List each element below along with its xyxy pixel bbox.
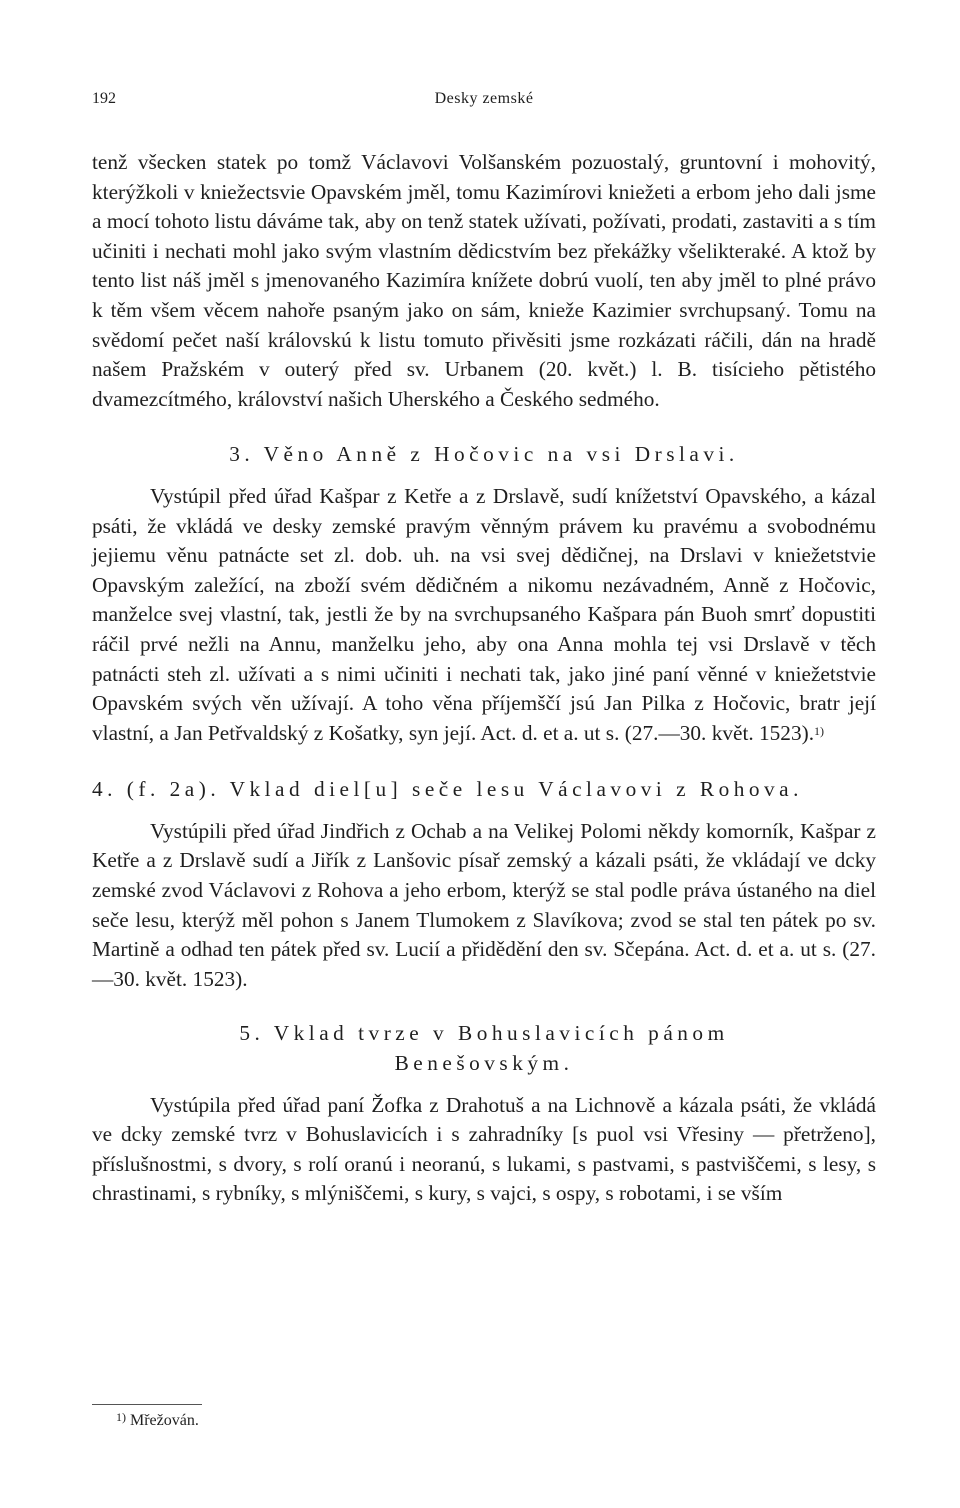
section-3-heading: 3. Věno Anně z Hočovic na vsi Drslavi. — [229, 442, 739, 467]
footnote-mark: 1) — [116, 1410, 126, 1424]
page-body — [92, 148, 876, 1209]
paragraph-continuation: tenž všecken statek po tomž Václavovi Volšanském pozuostalý, gruntovní i mohovitý, kterýžkoli v kniežectsvie Opavském jměl, tomu Kazimírovi kniežeti a erbom jeho dali jsme a mocí tohoto listu dáváme tak, aby on tenž statek užívati, požívati, prodati, zastaviti a s tím učiniti i nechati mohl jako svým vlastním dědicstvím bez překážky všelikteraké. A ktož by tento list náš jměl s jmenovaného Kazimíra knížete dobrú vuolí, ten aby jměl to plné právo k těm všem věcem nahoře psaným jako on sám, knieže Kazimier svrchupsaný. Tomu na svědomí pečet naší královskú k listu tomuto přivěsiti jsme rozkázati ráčili, dán na hradě našem Pražském v outerý před sv. Urbanem (20. květ.) l. B. tisícieho pětistého dvamezcítmého, království našich Uherského a Českého sedmého. — [92, 150, 876, 411]
footnote-text: Mřežován. — [130, 1412, 199, 1429]
page-header — [92, 90, 876, 114]
footnote — [116, 1412, 199, 1430]
footnote-reference: 1) — [814, 723, 825, 738]
section-5-heading — [92, 1019, 876, 1078]
section-4-text: Vystúpili před úřad Jindřich z Ochab a na Velikej Polomi někdy komorník, Kašpar z Ketře a z Drslavě sudí a Jiřík z Lanšovic písař zemský a kázali psáti, že vkládají ve dcky zemské zvod Václavovi z Rohova a jeho erbom, kterýž se stal podle práva ústaného na diel seče lesu, kterýž měl pohon s Janem Tlumokem z Slavíkova; zvod se stal ten pátek po sv. Martině a odhad ten pátek před sv. Lucií a přidědění den sv. Sčepána. Act. d. et a. ut s. (27.—30. květ. 1523). — [92, 818, 876, 991]
section-5-heading-line-2: Benešovským. — [394, 1051, 574, 1076]
section-5-text: Vystúpila před úřad paní Žofka z Drahotuš a na Lichnově a kázala psáti, že vkládá ve dcky zemské tvrz v Bohuslavicích i s zahradníky [s puol vsi Vřesiny — přetrženo], příslušnostmi, s dvory, s rolí oranú i neoranú, s lukami, s pastvami, s pastviščemi, s lesy, s chrastinami, s rybníky, s mlýniščemi, s kury, s vajci, s ospy, s robotami, i se vším — [92, 1092, 876, 1206]
page-number: 192 — [92, 90, 116, 107]
section-4-heading — [92, 775, 876, 805]
section-3-text — [92, 482, 876, 748]
section-5-heading-line-1: 5. Vklad tvrze v Bohuslavicích pánom — [239, 1021, 729, 1046]
running-head: Desky zemské — [434, 90, 534, 107]
section-3-body: Vystúpil před úřad Kašpar z Ketře a z Drslavě, sudí knížetství Opavského, a kázal psáti, že vkládá ve desky zemské pravým věnným právem ku pravému a svobodnému jejiemu věnu patnácte set zl. dob. uh. na vsi svej dědičnej, na Drslavi v kniežetstvie Opavským zaležící, na zboží svém dědičném a nikomu nezávadném, Anně z Hočovic, manželce svej vlastní, tak, jestli že by na svrchupsaného Kašpara pán Buoh smrť dopustiti ráčil prvé nežli na Annu, manželku jeho, aby ona Anna mohla tej vsi Drslavě v těch patnácti steh zl. užívati a s nimi učiniti i nechati tak, jako jiné paní věnné v kniežetstvie Opavském svých věn užívají. A toho věna příjemščí jsú Jan Pilka z Hočovic, bratr její vlastní, a Jan Petřvaldský z Košatky, syn její. Act. d. et a. ut s. (27.—30. květ. 1523). — [92, 483, 876, 745]
section-4-heading-text: 4. (f. 2a). Vklad diel[u] seče lesu Václavovi z Rohova. — [92, 777, 803, 802]
footnote-divider — [92, 1404, 202, 1405]
